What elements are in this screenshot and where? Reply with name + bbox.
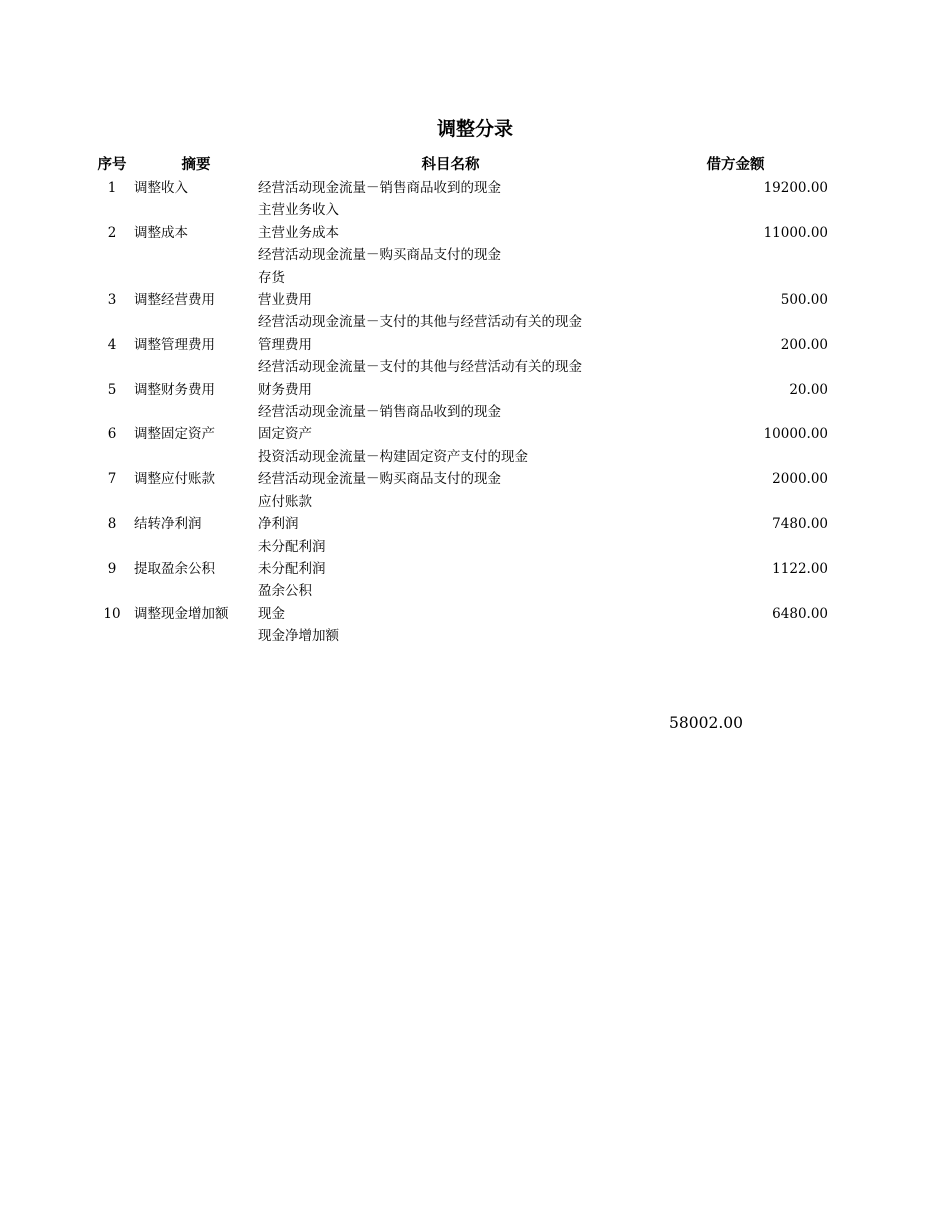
cell-debit	[643, 536, 828, 558]
cell-account: 经营活动现金流量－购买商品支付的现金	[258, 471, 501, 488]
cell-account: 管理费用	[258, 336, 312, 353]
cell-summary: 调整经营费用	[134, 292, 215, 309]
cell-account: 现金	[258, 605, 285, 622]
cell-no: 6	[107, 426, 117, 443]
cell-debit	[643, 356, 828, 378]
cell-account: 经营活动现金流量－销售商品收到的现金	[258, 180, 501, 196]
cell-no	[90, 536, 134, 558]
cell-account: 存货	[258, 269, 285, 286]
cell-summary	[134, 267, 258, 289]
cell-account: 营业费用	[258, 292, 312, 309]
cell-no	[90, 491, 134, 513]
cell-debit: 10000.00	[763, 426, 828, 443]
column-header-account: 科目名称	[421, 157, 480, 173]
cell-debit	[643, 446, 828, 468]
cell-account: 投资活动现金流量－构建固定资产支付的现金	[258, 448, 528, 465]
cell-debit: 2000.00	[772, 471, 828, 488]
table-row	[90, 491, 828, 513]
cell-summary: 提取盈余公积	[134, 560, 215, 577]
cell-debit: 6480.00	[772, 605, 828, 622]
table-row	[90, 311, 828, 333]
table-row	[90, 177, 828, 199]
cell-summary	[134, 244, 258, 266]
cell-no	[90, 199, 134, 221]
cell-summary: 调整收入	[134, 180, 188, 196]
cell-summary: 结转净利润	[134, 516, 202, 533]
cell-summary	[134, 580, 258, 602]
page-title: 调整分录	[436, 118, 513, 140]
cell-summary	[134, 625, 258, 647]
cell-summary	[134, 311, 258, 333]
table-row	[90, 513, 828, 535]
table-row	[90, 603, 828, 625]
cell-debit	[643, 311, 828, 333]
cell-summary: 调整成本	[134, 224, 188, 241]
table-row	[90, 423, 828, 445]
cell-no	[90, 267, 134, 289]
table-row	[90, 379, 828, 401]
cell-no	[90, 446, 134, 468]
cell-summary	[134, 491, 258, 513]
cell-debit: 20.00	[789, 381, 828, 398]
cell-no	[90, 311, 134, 333]
table-row	[90, 468, 828, 490]
table-row	[90, 580, 828, 602]
cell-debit: 19200.00	[763, 180, 828, 196]
cell-account: 经营活动现金流量－销售商品收到的现金	[258, 404, 501, 421]
cell-no: 2	[107, 224, 117, 241]
cell-account: 财务费用	[258, 381, 312, 398]
cell-account: 未分配利润	[258, 538, 326, 555]
cell-no: 8	[107, 516, 117, 533]
cell-debit	[643, 401, 828, 423]
table-row	[90, 558, 828, 580]
cell-debit: 7480.00	[772, 516, 828, 533]
cell-no	[90, 580, 134, 602]
table-row	[90, 356, 828, 378]
header-row	[90, 153, 828, 177]
table-row	[90, 536, 828, 558]
cell-summary: 调整现金增加额	[134, 605, 229, 622]
column-header-summary: 摘要	[181, 157, 211, 173]
cell-account: 经营活动现金流量－支付的其他与经营活动有关的现金	[258, 359, 582, 376]
adjusting-entries-table	[90, 153, 828, 648]
cell-no	[90, 356, 134, 378]
cell-no: 1	[107, 180, 117, 196]
cell-debit: 200.00	[780, 336, 828, 353]
cell-debit	[643, 625, 828, 647]
cell-account: 固定资产	[258, 426, 312, 443]
cell-account: 现金净增加额	[258, 628, 339, 645]
table-row	[90, 625, 828, 647]
table-row	[90, 289, 828, 311]
debit-total: 58002.00	[669, 714, 743, 732]
cell-summary	[134, 199, 258, 221]
cell-summary	[134, 356, 258, 378]
cell-debit	[643, 267, 828, 289]
cell-no: 10	[103, 605, 121, 622]
cell-account: 盈余公积	[258, 583, 312, 600]
cell-account: 应付账款	[258, 493, 312, 510]
cell-debit	[643, 491, 828, 513]
cell-debit	[643, 199, 828, 221]
table-row	[90, 334, 828, 356]
table-row	[90, 222, 828, 244]
cell-no	[90, 625, 134, 647]
cell-no: 7	[107, 471, 117, 488]
table-row	[90, 401, 828, 423]
column-header-debit: 借方金额	[706, 157, 765, 173]
table-row	[90, 446, 828, 468]
cell-no: 4	[107, 336, 117, 353]
cell-no: 5	[107, 381, 117, 398]
cell-account: 经营活动现金流量－购买商品支付的现金	[258, 247, 501, 264]
cell-summary	[134, 536, 258, 558]
cell-debit: 500.00	[780, 292, 828, 309]
cell-debit	[643, 580, 828, 602]
cell-summary: 调整财务费用	[134, 381, 215, 398]
cell-account: 主营业务成本	[258, 224, 339, 241]
cell-summary	[134, 446, 258, 468]
cell-debit: 1122.00	[772, 560, 828, 577]
cell-no	[90, 244, 134, 266]
table-row	[90, 199, 828, 221]
cell-account: 经营活动现金流量－支付的其他与经营活动有关的现金	[258, 314, 582, 331]
table-row	[90, 244, 828, 266]
table-row	[90, 267, 828, 289]
cell-account: 主营业务收入	[258, 202, 339, 219]
cell-account: 净利润	[258, 516, 299, 533]
cell-no: 3	[107, 292, 117, 309]
cell-account: 未分配利润	[258, 560, 326, 577]
cell-summary: 调整管理费用	[134, 336, 215, 353]
cell-summary	[134, 401, 258, 423]
column-header-no: 序号	[97, 157, 127, 173]
cell-debit	[643, 244, 828, 266]
cell-summary: 调整固定资产	[134, 426, 215, 443]
cell-summary: 调整应付账款	[134, 471, 215, 488]
cell-no: 9	[107, 560, 117, 577]
cell-debit: 11000.00	[763, 224, 828, 241]
table-body	[90, 177, 828, 648]
cell-no	[90, 401, 134, 423]
